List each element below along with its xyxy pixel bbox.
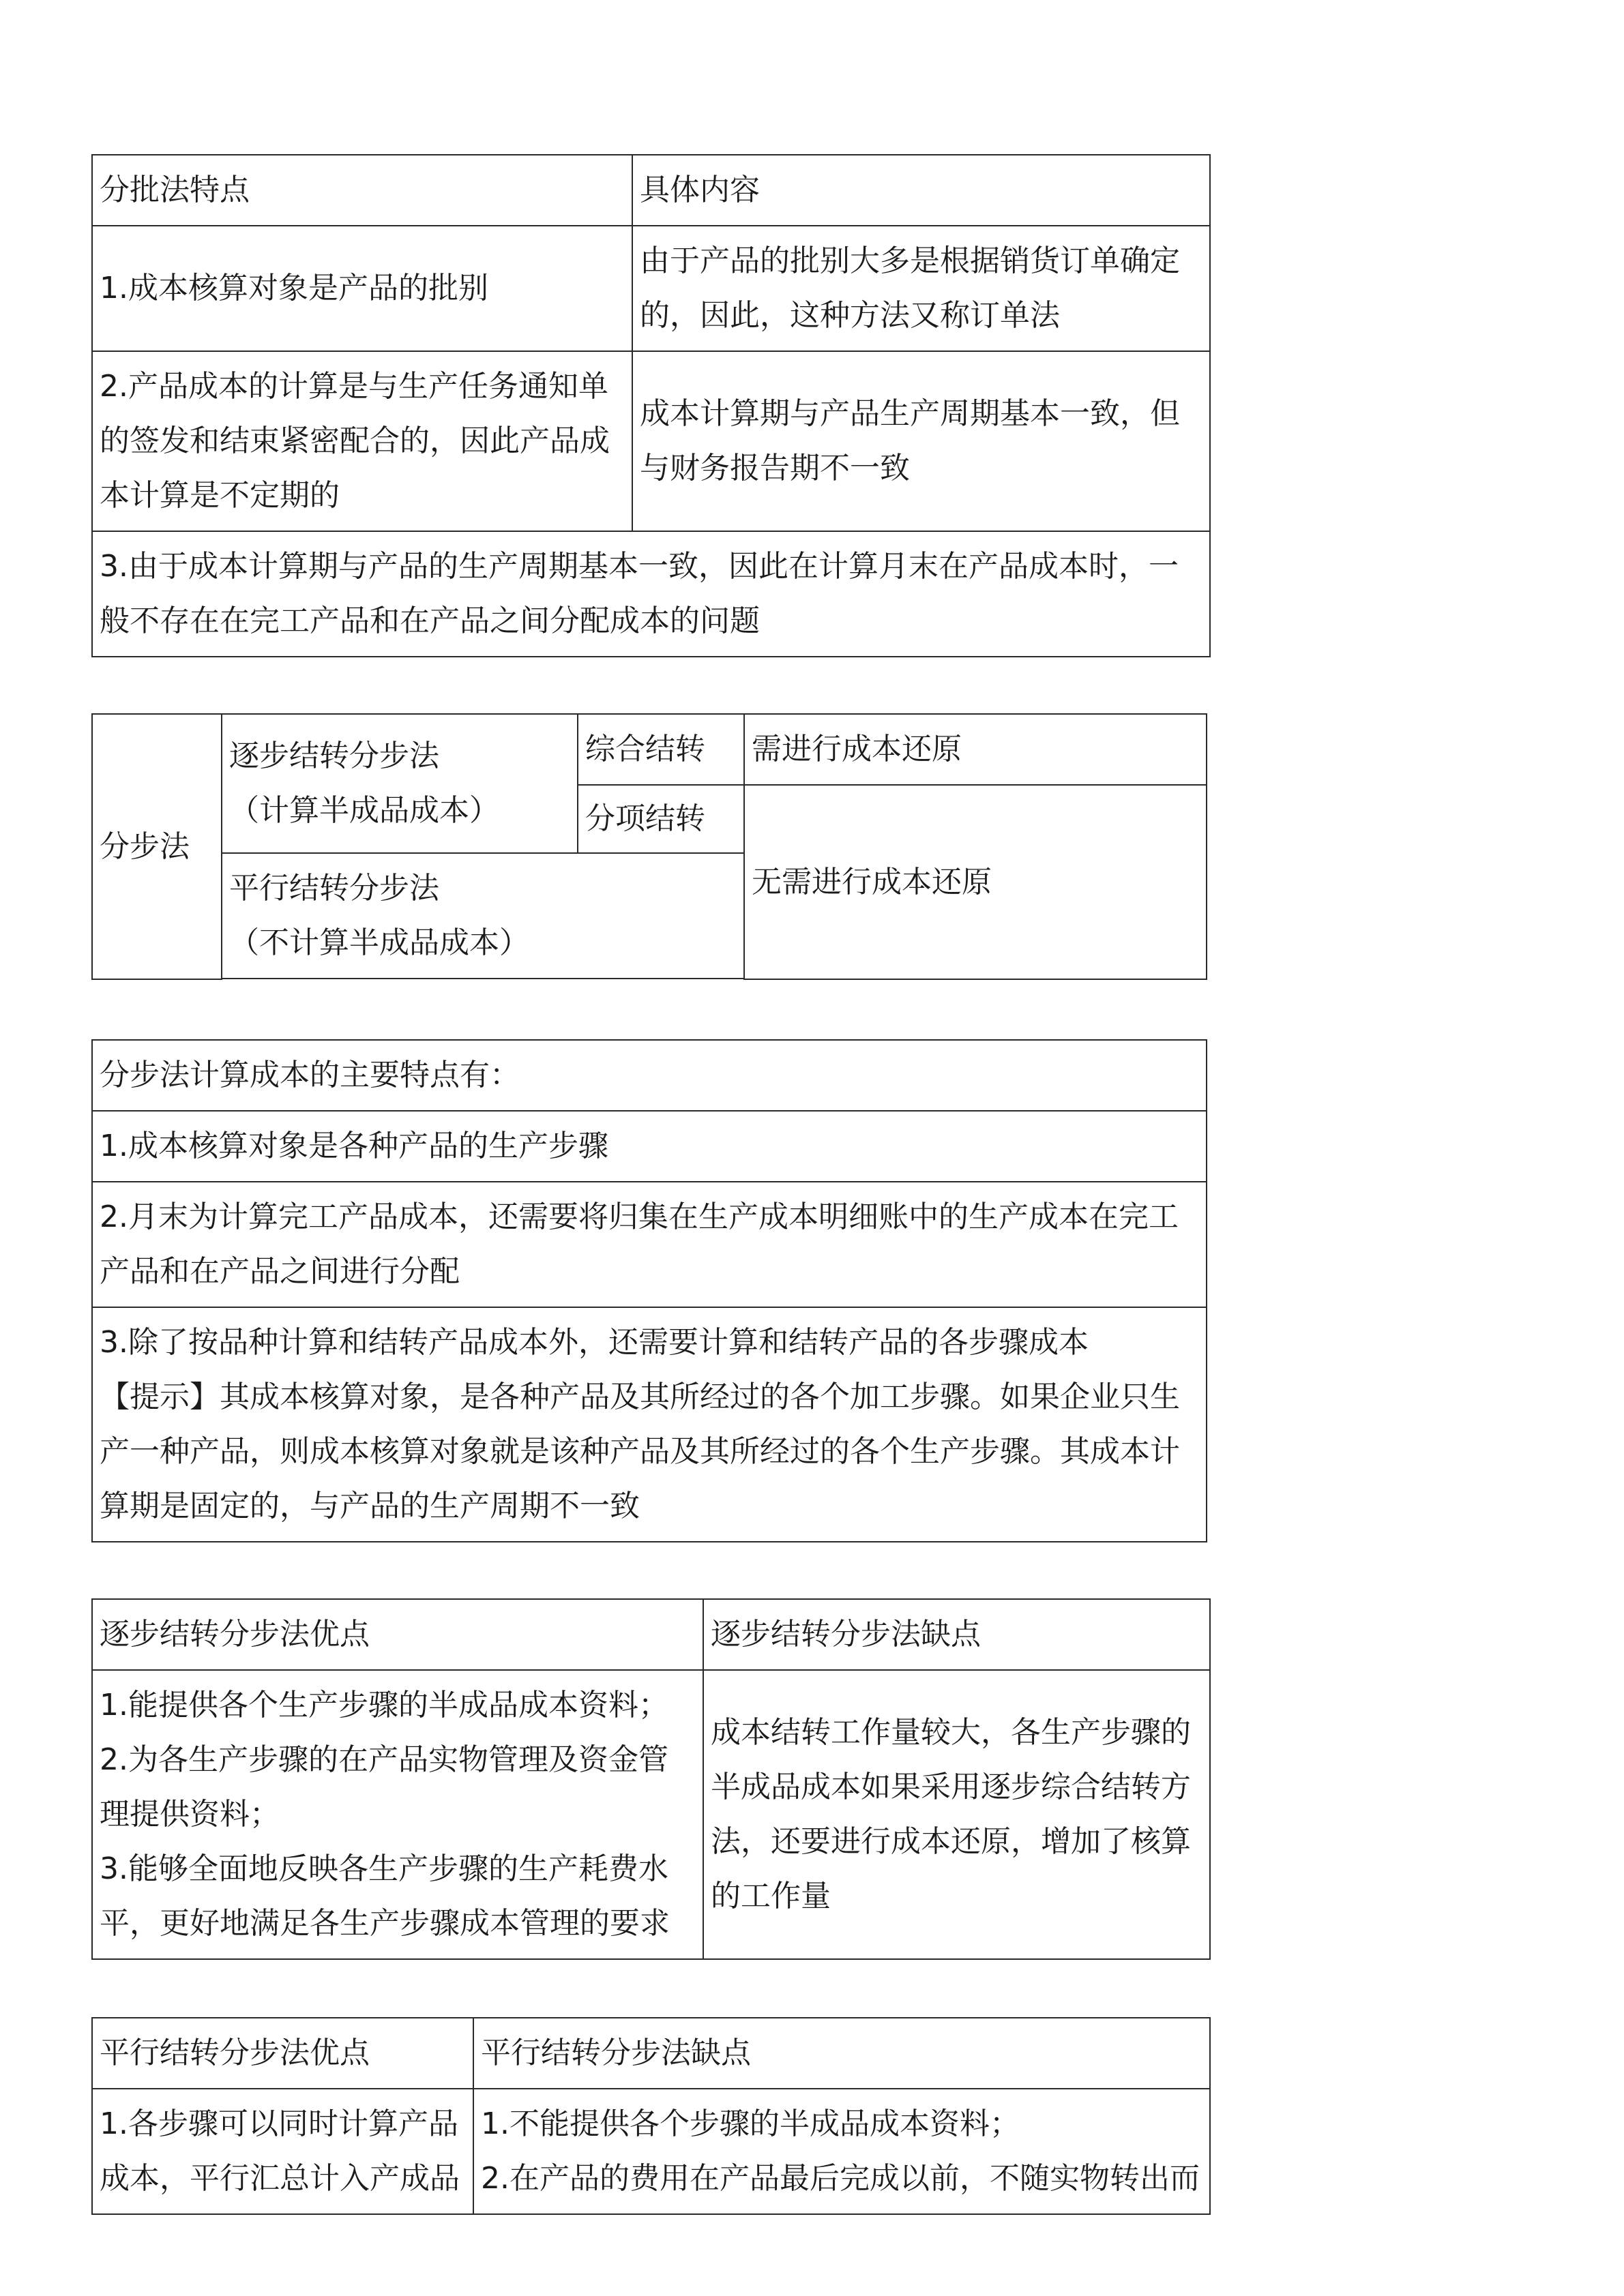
header-cell: 平行结转分步法优点 bbox=[92, 2018, 473, 2089]
table-cell: 需进行成本还原 bbox=[744, 714, 1207, 785]
table-cell: 2.产品成本的计算是与生产任务通知单的签发和结束紧密配合的，因此产品成本计算是不定期的 bbox=[92, 351, 632, 531]
table-cell: 逐步结转分步法 （计算半成品成本） bbox=[222, 714, 578, 853]
table-cell: 成本计算期与产品生产周期基本一致，但与财务报告期不一致 bbox=[632, 351, 1210, 531]
table-cell: 无需进行成本还原 bbox=[744, 785, 1207, 979]
parallel-pros-cons-table bbox=[91, 2017, 1211, 2215]
table-cell: 1.能提供各个生产步骤的半成品成本资料； 2.为各生产步骤的在产品实物管理及资金管理提供资料； 3.能够全面地反映各生产步骤的生产耗费水平，更好地满足各生产步骤成本管理的要求 bbox=[92, 1670, 703, 1959]
table-cell: 分项结转 bbox=[578, 785, 744, 853]
table-cell: 平行结转分步法 （不计算半成品成本） bbox=[222, 853, 744, 979]
table-cell: 成本结转工作量较大，各生产步骤的半成品成本如果采用逐步综合结转方法，还要进行成本还原，增加了核算的工作量 bbox=[703, 1670, 1210, 1959]
header-cell: 逐步结转分步法缺点 bbox=[703, 1599, 1210, 1670]
table-cell: 2.月末为计算完工产品成本，还需要将归集在生产成本明细账中的生产成本在完工产品和在产品之间进行分配 bbox=[92, 1182, 1207, 1307]
root-cell: 分步法 bbox=[92, 714, 222, 979]
header-cell: 平行结转分步法缺点 bbox=[473, 2018, 1210, 2089]
table-title-cell: 分步法计算成本的主要特点有： bbox=[92, 1040, 1207, 1111]
step-method-features-table bbox=[91, 1039, 1207, 1542]
table-cell: 3.除了按品种计算和结转产品成本外，还需要计算和结转产品的各步骤成本 【提示】其成本核算对象，是各种产品及其所经过的各个加工步骤。如果企业只生产一种产品，则成本核算对象就是该种产品及其所经过的各个生产步骤。其成本计算期是固定的，与产品的生产周期不一致 bbox=[92, 1307, 1207, 1542]
table-cell: 由于产品的批别大多是根据销货订单确定的，因此，这种方法又称订单法 bbox=[632, 226, 1210, 351]
header-cell: 分批法特点 bbox=[92, 155, 632, 226]
step-method-structure-table bbox=[91, 713, 1207, 980]
sequential-pros-cons-table bbox=[91, 1598, 1211, 1960]
table-cell: 综合结转 bbox=[578, 714, 744, 785]
header-cell: 逐步结转分步法优点 bbox=[92, 1599, 703, 1670]
batch-method-table bbox=[91, 154, 1211, 657]
table-cell: 1.成本核算对象是产品的批别 bbox=[92, 226, 632, 351]
table-cell: 3.由于成本计算期与产品的生产周期基本一致，因此在计算月末在产品成本时，一般不存在在完工产品和在产品之间分配成本的问题 bbox=[92, 531, 1210, 657]
table-cell: 1.不能提供各个步骤的半成品成本资料； 2.在产品的费用在产品最后完成以前，不随实物转出而 bbox=[473, 2089, 1210, 2214]
table-cell: 1.成本核算对象是各种产品的生产步骤 bbox=[92, 1111, 1207, 1182]
header-cell: 具体内容 bbox=[632, 155, 1210, 226]
table-cell: 1.各步骤可以同时计算产品成本，平行汇总计入产成品 bbox=[92, 2089, 473, 2214]
